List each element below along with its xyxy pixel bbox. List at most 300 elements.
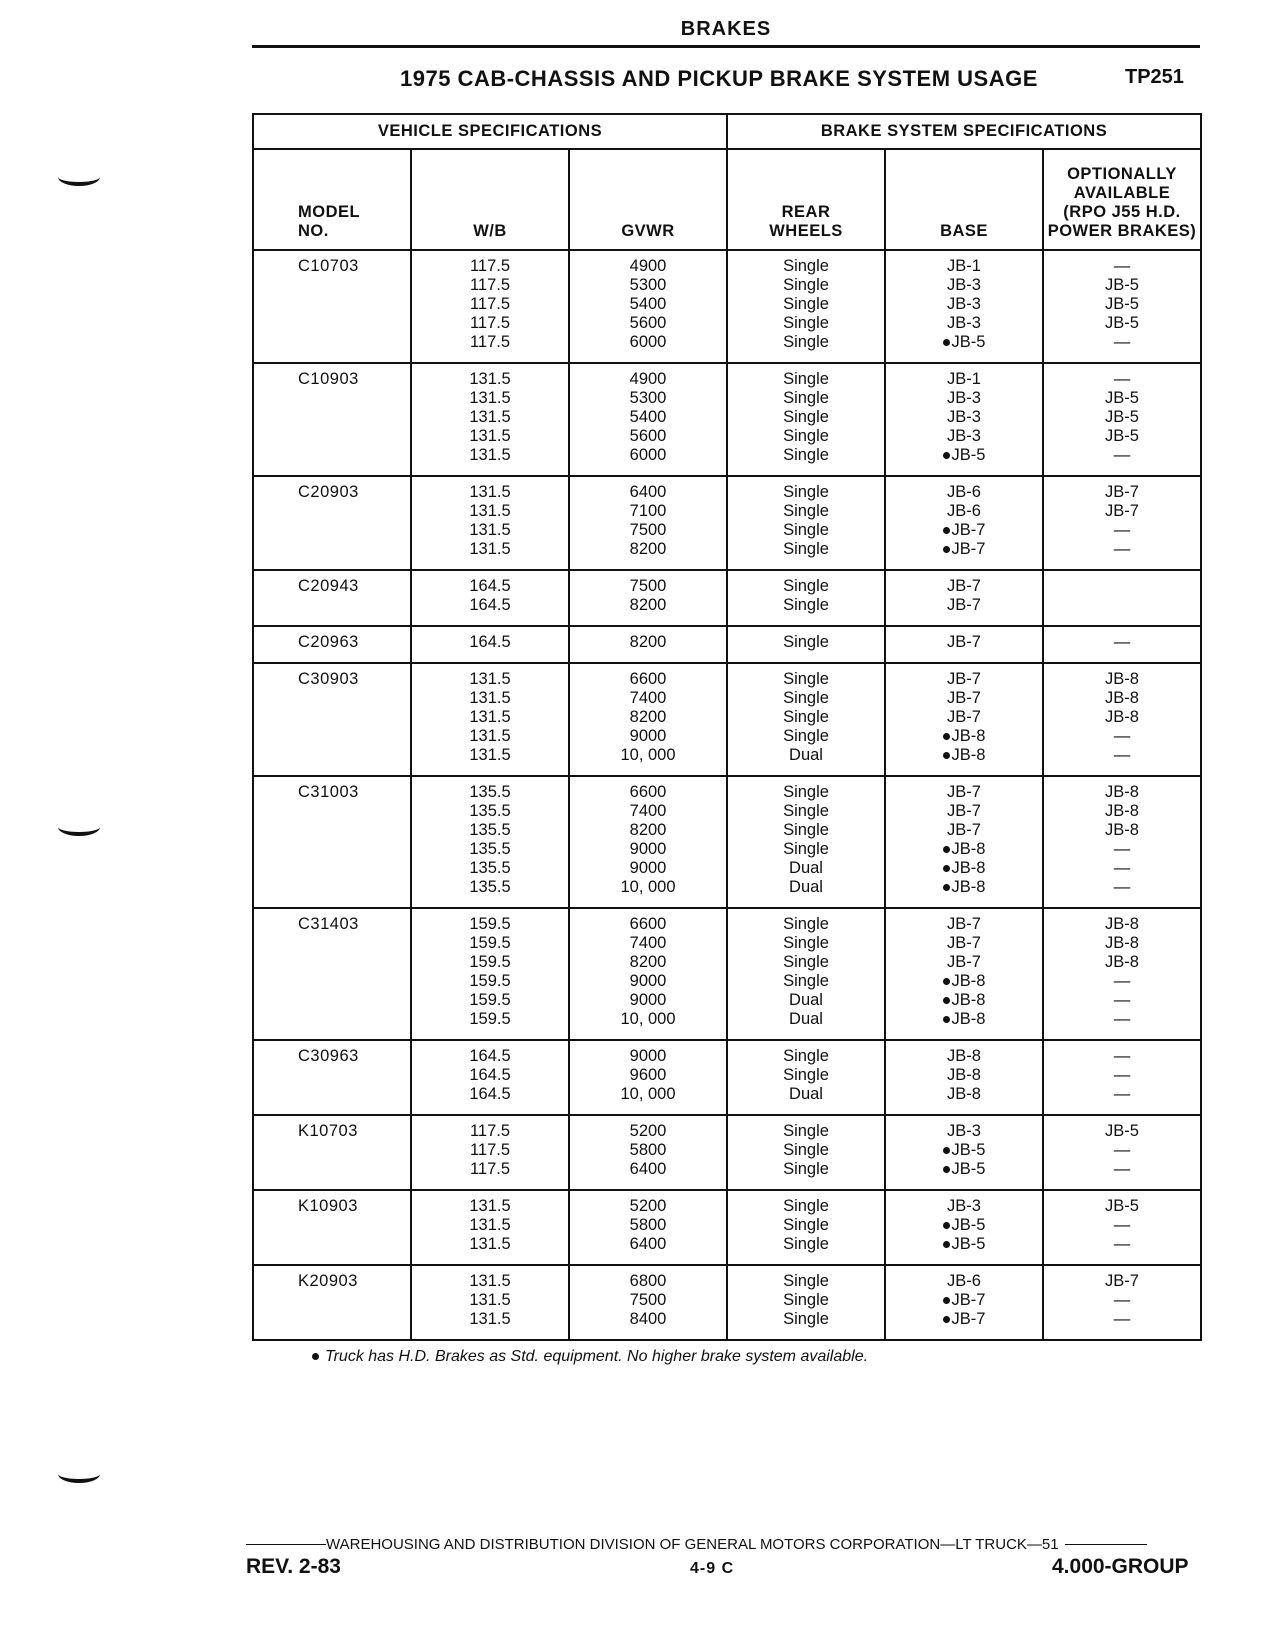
cell-value: JB-5 [1105, 295, 1139, 313]
cell-value: 164.5 [469, 1047, 511, 1065]
footer-division-text: WAREHOUSING AND DISTRIBUTION DIVISION OF GENERAL MOTORS CORPORATION—LT TRUCK—51 [326, 1536, 1059, 1553]
cell-value: 164.5 [469, 596, 511, 614]
cell-value: Dual [789, 746, 823, 764]
cell-line [728, 389, 884, 408]
gvwr-cell [569, 476, 727, 570]
cell-value: Single [783, 1160, 829, 1178]
cell-line [412, 257, 568, 276]
cell-line [728, 802, 884, 821]
cell-value: 131.5 [469, 521, 511, 539]
cell-value: 135.5 [469, 840, 511, 858]
cell-line [412, 521, 568, 540]
cell-value: JB-5 [1105, 1122, 1139, 1140]
model-cell: C30963 [253, 1040, 411, 1115]
cell-value: Single [783, 596, 829, 614]
cell-value: 9600 [629, 1066, 667, 1084]
cell-value: Single [783, 1141, 829, 1159]
col-header-text: REAR [781, 203, 831, 221]
cell-line [412, 859, 568, 878]
std-equipment-bullet-icon [943, 733, 950, 740]
cell-line [412, 295, 568, 314]
col-header-base [885, 149, 1043, 250]
cell-line [728, 408, 884, 427]
cell-value: JB-5 [1105, 408, 1139, 426]
table-body [253, 250, 1201, 1340]
cell-line [728, 1141, 884, 1160]
cell-line [412, 821, 568, 840]
col-header-text: POWER BRAKES) [1047, 222, 1197, 240]
cell-line [1044, 1047, 1200, 1066]
cell-line [570, 1047, 726, 1066]
cell-line [412, 502, 568, 521]
group-label: 4.000-GROUP [1052, 1555, 1189, 1578]
cell-value: JB-1 [947, 370, 981, 388]
cell-line [570, 934, 726, 953]
page-title: 1975 CAB-CHASSIS AND PICKUP BRAKE SYSTEM USAGE [400, 66, 1038, 91]
cell-value: 135.5 [469, 783, 511, 801]
cell-line [886, 1122, 1042, 1141]
cell-value: 10, 000 [620, 878, 676, 896]
cell-line [570, 596, 726, 615]
cell-value: 131.5 [469, 446, 511, 464]
cell-value: 6000 [629, 446, 667, 464]
cell-value: Single [783, 276, 829, 294]
cell-value: Dual [789, 1010, 823, 1028]
cell-line [570, 840, 726, 859]
cell-line [886, 333, 1042, 352]
cell-line [886, 746, 1042, 765]
cell-value: 131.5 [469, 1272, 511, 1290]
cell-value: 131.5 [469, 389, 511, 407]
cell-line [412, 727, 568, 746]
cell-line [728, 1291, 884, 1310]
bullet-icon [312, 1353, 319, 1360]
cell-value: Single [783, 483, 829, 501]
cell-value: 6600 [629, 783, 667, 801]
cell-line [728, 577, 884, 596]
cell-value: 8400 [629, 1310, 667, 1328]
base-cell [885, 663, 1043, 776]
cell-line [412, 915, 568, 934]
rear-wheels-cell [727, 250, 885, 363]
cell-value: 4900 [629, 370, 667, 388]
col-header-text: GVWR [621, 222, 675, 240]
table-row [253, 363, 1201, 476]
cell-line [728, 972, 884, 991]
cell-line [1044, 521, 1200, 540]
cell-value: JB-7 [947, 802, 981, 820]
col-header-rear-wheels [727, 149, 885, 250]
cell-line [412, 670, 568, 689]
cell-line [728, 1235, 884, 1254]
cell-line [570, 859, 726, 878]
cell-line [412, 878, 568, 897]
cell-value: JB-8 [951, 878, 986, 896]
cell-line [1044, 1160, 1200, 1179]
cell-line [1044, 1291, 1200, 1310]
cell-value: JB-8 [947, 1066, 981, 1084]
cell-value: Single [783, 314, 829, 332]
cell-value: — [1113, 1160, 1131, 1178]
wb-cell [411, 250, 569, 363]
cell-line [728, 991, 884, 1010]
cell-value: 131.5 [469, 370, 511, 388]
cell-value: Dual [789, 1085, 823, 1103]
cell-value: 7400 [629, 689, 667, 707]
cell-line [570, 1310, 726, 1329]
cell-line [1044, 314, 1200, 333]
table-row [253, 626, 1201, 663]
rear-wheels-cell [727, 570, 885, 626]
cell-line [570, 1291, 726, 1310]
cell-value: Single [783, 1291, 829, 1309]
cell-value: — [1113, 446, 1131, 464]
cell-line [1044, 1197, 1200, 1216]
cell-line [728, 446, 884, 465]
cell-value: 5300 [629, 389, 667, 407]
footnote [312, 1348, 868, 1366]
cell-line [1044, 1235, 1200, 1254]
cell-value: 9000 [629, 991, 667, 1009]
cell-line [728, 502, 884, 521]
cell-value: Single [783, 370, 829, 388]
cell-value: JB-3 [947, 314, 981, 332]
cell-value: Single [783, 915, 829, 933]
base-cell [885, 776, 1043, 908]
cell-value: 117.5 [469, 257, 511, 275]
table-row [253, 1190, 1201, 1265]
cell-value: 6000 [629, 333, 667, 351]
cell-line [728, 540, 884, 559]
std-equipment-bullet-icon [943, 978, 950, 985]
cell-value: 131.5 [469, 1235, 511, 1253]
cell-value: JB-8 [951, 1010, 986, 1028]
footer-rule-right [1065, 1544, 1147, 1546]
cell-line [570, 1141, 726, 1160]
model-cell: K20903 [253, 1265, 411, 1340]
cell-line [886, 1291, 1042, 1310]
cell-line [412, 1291, 568, 1310]
cell-value: 117.5 [469, 276, 511, 294]
cell-line [728, 878, 884, 897]
cell-value: JB-7 [947, 670, 981, 688]
cell-value: JB-8 [1105, 953, 1139, 971]
cell-value: 10, 000 [620, 1010, 676, 1028]
cell-line [886, 991, 1042, 1010]
cell-value: Dual [789, 991, 823, 1009]
model-cell: C20963 [253, 626, 411, 663]
model-cell: C10903 [253, 363, 411, 476]
rear-wheels-cell [727, 363, 885, 476]
cell-line [886, 1235, 1042, 1254]
cell-value: 131.5 [469, 483, 511, 501]
gvwr-cell [569, 363, 727, 476]
cell-value: JB-8 [947, 1047, 981, 1065]
cell-value: — [1113, 972, 1131, 990]
cell-line [886, 577, 1042, 596]
optional-cell [1043, 570, 1201, 626]
cell-line [1044, 972, 1200, 991]
std-equipment-bullet-icon [943, 1222, 950, 1229]
gvwr-cell [569, 570, 727, 626]
cell-value: JB-7 [951, 1310, 986, 1328]
cell-value: 8200 [629, 821, 667, 839]
cell-value: Single [783, 821, 829, 839]
cell-line [570, 446, 726, 465]
cell-value: — [1113, 257, 1131, 275]
cell-line [412, 1197, 568, 1216]
cell-line [1044, 408, 1200, 427]
cell-line [728, 257, 884, 276]
cell-value: — [1113, 521, 1131, 539]
col-header-model [253, 149, 411, 250]
cell-value: Single [783, 1216, 829, 1234]
cell-line [886, 427, 1042, 446]
cell-line [1044, 1066, 1200, 1085]
cell-value: 6400 [629, 1235, 667, 1253]
cell-value: JB-7 [947, 689, 981, 707]
rear-wheels-cell [727, 776, 885, 908]
rear-wheels-cell [727, 626, 885, 663]
cell-line [886, 972, 1042, 991]
cell-value: 164.5 [469, 633, 511, 651]
gvwr-cell [569, 663, 727, 776]
wb-cell [411, 663, 569, 776]
cell-line [1044, 708, 1200, 727]
cell-value: Single [783, 633, 829, 651]
cell-value: JB-8 [1105, 934, 1139, 952]
cell-value: — [1113, 878, 1131, 896]
gvwr-cell [569, 776, 727, 908]
optional-cell [1043, 250, 1201, 363]
cell-line [728, 295, 884, 314]
std-equipment-bullet-icon [943, 527, 950, 534]
model-cell: K10703 [253, 1115, 411, 1190]
cell-line [1044, 1272, 1200, 1291]
table-row [253, 908, 1201, 1040]
cell-line [886, 802, 1042, 821]
cell-value: 131.5 [469, 689, 511, 707]
brake-system-specifications-header: BRAKE SYSTEM SPECIFICATIONS [727, 114, 1201, 149]
cell-value: 5200 [629, 1197, 667, 1215]
cell-line [570, 1122, 726, 1141]
cell-value: JB-7 [947, 708, 981, 726]
cell-line [412, 1160, 568, 1179]
cell-line [886, 1216, 1042, 1235]
cell-line [886, 370, 1042, 389]
base-cell [885, 476, 1043, 570]
cell-value: JB-8 [1105, 670, 1139, 688]
cell-line [412, 389, 568, 408]
cell-value: 7400 [629, 802, 667, 820]
cell-value: Single [783, 934, 829, 952]
std-equipment-bullet-icon [943, 452, 950, 459]
footnote-text: Truck has H.D. Brakes as Std. equipment. No higher brake system available. [325, 1348, 869, 1365]
cell-value: Single [783, 1066, 829, 1084]
gvwr-cell [569, 1115, 727, 1190]
model-cell: C31403 [253, 908, 411, 1040]
cell-line [570, 1272, 726, 1291]
cell-line [570, 670, 726, 689]
cell-value: 117.5 [469, 333, 511, 351]
col-header-text: (RPO J55 H.D. [1063, 203, 1181, 221]
cell-value: Single [783, 802, 829, 820]
cell-value: — [1113, 333, 1131, 351]
cell-line [570, 953, 726, 972]
cell-value: 10, 000 [620, 1085, 676, 1103]
base-cell [885, 908, 1043, 1040]
cell-line [728, 689, 884, 708]
cell-line [570, 1216, 726, 1235]
optional-cell [1043, 776, 1201, 908]
cell-line [886, 540, 1042, 559]
cell-line [412, 1235, 568, 1254]
cell-line [1044, 802, 1200, 821]
cell-value: JB-3 [947, 1197, 981, 1215]
cell-value: 131.5 [469, 408, 511, 426]
cell-value: JB-7 [947, 577, 981, 595]
cell-value: JB-5 [951, 333, 986, 351]
cell-line [570, 708, 726, 727]
cell-line [412, 370, 568, 389]
optional-cell [1043, 1115, 1201, 1190]
cell-value: 5800 [629, 1216, 667, 1234]
cell-line [728, 727, 884, 746]
cell-value: 9000 [629, 859, 667, 877]
cell-line [886, 1047, 1042, 1066]
cell-line [1044, 915, 1200, 934]
cell-value: Single [783, 257, 829, 275]
cell-value: JB-5 [1105, 389, 1139, 407]
cell-line [1044, 953, 1200, 972]
cell-value: 9000 [629, 840, 667, 858]
cell-line [1044, 276, 1200, 295]
cell-value: Dual [789, 859, 823, 877]
cell-line [412, 746, 568, 765]
table-row [253, 250, 1201, 363]
table-row [253, 1265, 1201, 1340]
cell-line [570, 333, 726, 352]
cell-value: JB-5 [951, 1216, 986, 1234]
cell-line [728, 1085, 884, 1104]
cell-value: 117.5 [469, 1122, 511, 1140]
cell-value: JB-7 [947, 953, 981, 971]
cell-line [570, 389, 726, 408]
cell-line [1044, 596, 1200, 615]
cell-value: 135.5 [469, 821, 511, 839]
cell-line [1044, 483, 1200, 502]
cell-value: 159.5 [469, 991, 511, 1009]
wb-cell [411, 570, 569, 626]
cell-line [1044, 670, 1200, 689]
wb-cell [411, 363, 569, 476]
cell-line [412, 333, 568, 352]
cell-line [570, 972, 726, 991]
cell-line [728, 915, 884, 934]
rear-wheels-cell [727, 1040, 885, 1115]
cell-value: 131.5 [469, 670, 511, 688]
cell-value: 4900 [629, 257, 667, 275]
cell-line [1044, 257, 1200, 276]
cell-line [886, 389, 1042, 408]
cell-line [886, 1310, 1042, 1329]
cell-value: JB-7 [951, 1291, 986, 1309]
cell-value: JB-8 [1105, 821, 1139, 839]
cell-value: 135.5 [469, 859, 511, 877]
cell-line [886, 633, 1042, 652]
cell-line [1044, 934, 1200, 953]
cell-value: — [1113, 633, 1131, 651]
cell-line [412, 802, 568, 821]
cell-line [1044, 1141, 1200, 1160]
cell-line [886, 1272, 1042, 1291]
binder-hole-mark [58, 1465, 100, 1483]
cell-line [886, 1141, 1042, 1160]
cell-line [728, 1010, 884, 1029]
cell-line [886, 727, 1042, 746]
cell-line [1044, 689, 1200, 708]
cell-value: — [1113, 991, 1131, 1009]
cell-value: 164.5 [469, 1066, 511, 1084]
optional-cell [1043, 363, 1201, 476]
cell-line [1044, 821, 1200, 840]
cell-value: JB-8 [951, 840, 986, 858]
cell-value: 159.5 [469, 953, 511, 971]
cell-line [412, 1272, 568, 1291]
cell-line [1044, 427, 1200, 446]
cell-value: JB-7 [947, 915, 981, 933]
cell-line [412, 540, 568, 559]
cell-value: 131.5 [469, 1197, 511, 1215]
cell-line [412, 314, 568, 333]
wb-cell [411, 476, 569, 570]
cell-value: 10, 000 [620, 746, 676, 764]
cell-value: 131.5 [469, 1291, 511, 1309]
base-cell [885, 363, 1043, 476]
cell-value: — [1113, 859, 1131, 877]
cell-value: Single [783, 953, 829, 971]
base-cell [885, 570, 1043, 626]
cell-line [886, 934, 1042, 953]
std-equipment-bullet-icon [943, 1166, 950, 1173]
base-cell [885, 626, 1043, 663]
cell-line [412, 991, 568, 1010]
cell-value: 5800 [629, 1141, 667, 1159]
cell-value: 7500 [629, 577, 667, 595]
cell-line [886, 840, 1042, 859]
cell-line [570, 427, 726, 446]
cell-line [412, 1216, 568, 1235]
cell-line [412, 596, 568, 615]
cell-value: JB-5 [1105, 1197, 1139, 1215]
cell-line [1044, 1085, 1200, 1104]
brake-usage-table [252, 113, 1202, 1341]
cell-line [728, 670, 884, 689]
cell-value: JB-7 [951, 540, 986, 558]
cell-value: 159.5 [469, 972, 511, 990]
cell-line [728, 370, 884, 389]
cell-value: 159.5 [469, 934, 511, 952]
cell-value: JB-8 [1105, 915, 1139, 933]
cell-value: 131.5 [469, 540, 511, 558]
cell-line [1044, 840, 1200, 859]
cell-value: Dual [789, 878, 823, 896]
cell-value: Single [783, 502, 829, 520]
cell-line [728, 1216, 884, 1235]
cell-value: Single [783, 1122, 829, 1140]
rear-wheels-cell [727, 1265, 885, 1340]
cell-line [570, 878, 726, 897]
